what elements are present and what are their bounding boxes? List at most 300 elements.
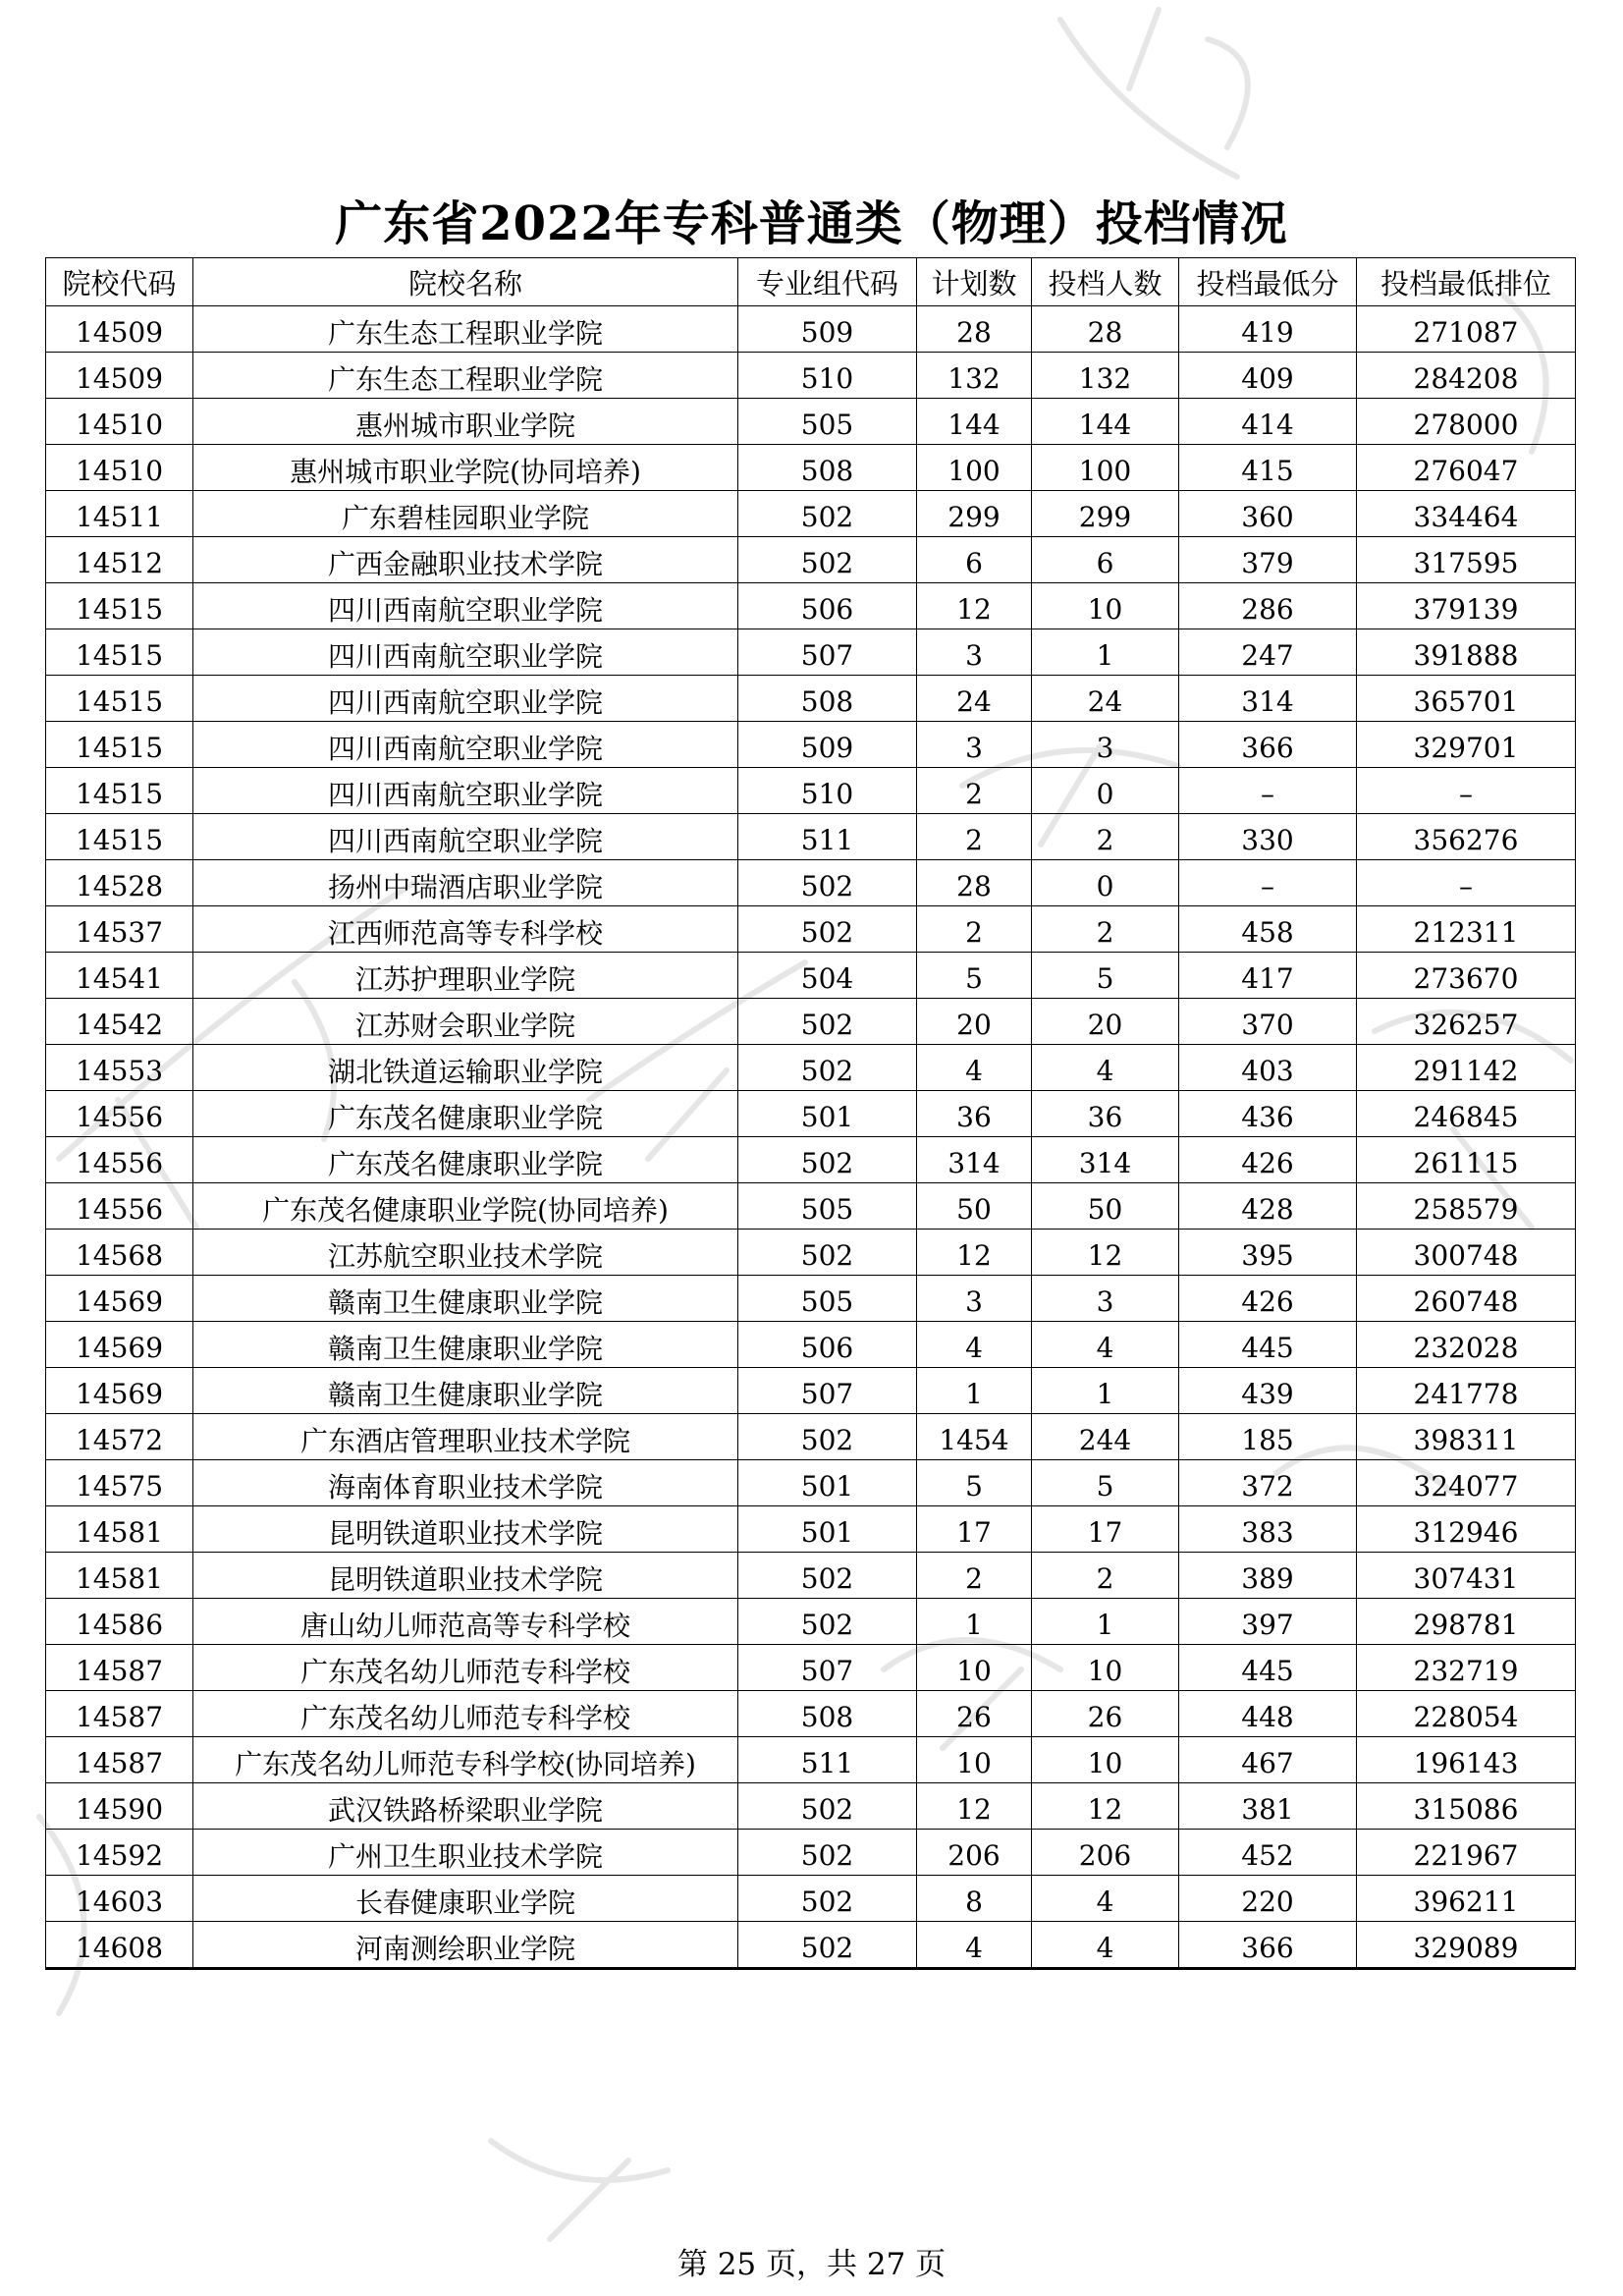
min-score-cell: 247 <box>1179 629 1357 676</box>
school-code-cell: 14509 <box>46 306 193 353</box>
table-row <box>46 860 1576 906</box>
school-code-cell: 14509 <box>46 353 193 399</box>
min-rank-cell: 232719 <box>1357 1645 1576 1691</box>
min-score-cell: – <box>1179 768 1357 814</box>
admitted-count-cell: 12 <box>1032 1230 1179 1276</box>
table-row <box>46 1091 1576 1137</box>
table-row <box>46 1599 1576 1645</box>
school-name-cell: 四川西南航空职业学院 <box>193 583 738 629</box>
table-row <box>46 1645 1576 1691</box>
admitted-count-cell: 2 <box>1032 906 1179 953</box>
school-name-cell: 武汉铁路桥梁职业学院 <box>193 1783 738 1830</box>
school-code-cell: 14575 <box>46 1460 193 1506</box>
school-code-cell: 14515 <box>46 676 193 722</box>
min-score-cell: 314 <box>1179 676 1357 722</box>
admitted-count-cell: 5 <box>1032 1460 1179 1506</box>
admitted-count-cell: 28 <box>1032 306 1179 353</box>
min-score-cell: 417 <box>1179 953 1357 999</box>
school-code-cell: 14587 <box>46 1691 193 1737</box>
group-code-cell: 502 <box>738 1922 917 1969</box>
table-row <box>46 906 1576 953</box>
school-code-cell: 14511 <box>46 491 193 537</box>
min-score-cell: 426 <box>1179 1137 1357 1183</box>
group-code-cell: 505 <box>738 1183 917 1230</box>
min-rank-cell: 232028 <box>1357 1322 1576 1368</box>
table-row <box>46 353 1576 399</box>
plan-count-cell: 5 <box>917 953 1032 999</box>
admitted-count-cell: 5 <box>1032 953 1179 999</box>
min-rank-cell: 196143 <box>1357 1737 1576 1783</box>
school-code-cell: 14581 <box>46 1506 193 1553</box>
school-name-cell: 长春健康职业学院 <box>193 1876 738 1922</box>
min-score-cell: 185 <box>1179 1414 1357 1460</box>
group-code-cell: 511 <box>738 1737 917 1783</box>
plan-count-cell: 24 <box>917 676 1032 722</box>
plan-count-cell: 2 <box>917 1553 1032 1599</box>
plan-count-cell: 2 <box>917 768 1032 814</box>
plan-count-cell: 314 <box>917 1137 1032 1183</box>
min-score-cell: 428 <box>1179 1183 1357 1230</box>
admitted-count-cell: 3 <box>1032 722 1179 768</box>
admitted-count-cell: 2 <box>1032 814 1179 860</box>
school-name-cell: 赣南卫生健康职业学院 <box>193 1276 738 1322</box>
group-code-cell: 502 <box>738 1230 917 1276</box>
school-code-cell: 14515 <box>46 722 193 768</box>
min-score-cell: 452 <box>1179 1830 1357 1876</box>
min-rank-cell: 324077 <box>1357 1460 1576 1506</box>
school-name-cell: 四川西南航空职业学院 <box>193 722 738 768</box>
min-rank-cell: 260748 <box>1357 1276 1576 1322</box>
min-rank-cell: 365701 <box>1357 676 1576 722</box>
school-name-cell: 四川西南航空职业学院 <box>193 676 738 722</box>
min-score-cell: 419 <box>1179 306 1357 353</box>
admitted-count-cell: 4 <box>1032 1876 1179 1922</box>
school-name-cell: 赣南卫生健康职业学院 <box>193 1322 738 1368</box>
school-code-cell: 14528 <box>46 860 193 906</box>
group-code-cell: 506 <box>738 583 917 629</box>
school-code-cell: 14603 <box>46 1876 193 1922</box>
table-row <box>46 306 1576 353</box>
min-score-cell: 448 <box>1179 1691 1357 1737</box>
school-code-cell: 14515 <box>46 583 193 629</box>
school-code-cell: 14541 <box>46 953 193 999</box>
plan-count-cell: 12 <box>917 1783 1032 1830</box>
min-rank-cell: 391888 <box>1357 629 1576 676</box>
min-rank-cell: 300748 <box>1357 1230 1576 1276</box>
min-rank-cell: 212311 <box>1357 906 1576 953</box>
group-code-cell: 509 <box>738 722 917 768</box>
plan-count-cell: 12 <box>917 1230 1032 1276</box>
school-name-cell: 广东生态工程职业学院 <box>193 353 738 399</box>
min-rank-cell: 329701 <box>1357 722 1576 768</box>
admitted-count-cell: 6 <box>1032 537 1179 583</box>
min-rank-cell: 356276 <box>1357 814 1576 860</box>
table-row <box>46 1137 1576 1183</box>
school-code-cell: 14586 <box>46 1599 193 1645</box>
table-row <box>46 999 1576 1045</box>
admitted-count-cell: 1 <box>1032 1599 1179 1645</box>
group-code-cell: 502 <box>738 1783 917 1830</box>
school-code-cell: 14515 <box>46 768 193 814</box>
min-score-cell: 397 <box>1179 1599 1357 1645</box>
min-rank-cell: 379139 <box>1357 583 1576 629</box>
school-code-cell: 14510 <box>46 399 193 445</box>
school-name-cell: 河南测绘职业学院 <box>193 1922 738 1969</box>
school-code-cell: 14556 <box>46 1137 193 1183</box>
table-row <box>46 1183 1576 1230</box>
admitted-count-cell: 244 <box>1032 1414 1179 1460</box>
school-code-cell: 14512 <box>46 537 193 583</box>
group-code-cell: 506 <box>738 1322 917 1368</box>
header-plan-count: 计划数 <box>917 258 1032 306</box>
admitted-count-cell: 144 <box>1032 399 1179 445</box>
group-code-cell: 510 <box>738 768 917 814</box>
school-code-cell: 14515 <box>46 629 193 676</box>
admitted-count-cell: 36 <box>1032 1091 1179 1137</box>
min-score-cell: 389 <box>1179 1553 1357 1599</box>
min-score-cell: 220 <box>1179 1876 1357 1922</box>
school-name-cell: 广州卫生职业技术学院 <box>193 1830 738 1876</box>
school-name-cell: 惠州城市职业学院(协同培养) <box>193 445 738 491</box>
school-name-cell: 惠州城市职业学院 <box>193 399 738 445</box>
school-name-cell: 广东茂名健康职业学院 <box>193 1137 738 1183</box>
table-row <box>46 676 1576 722</box>
group-code-cell: 508 <box>738 676 917 722</box>
table-row <box>46 537 1576 583</box>
school-code-cell: 14553 <box>46 1045 193 1091</box>
group-code-cell: 502 <box>738 999 917 1045</box>
table-row <box>46 1830 1576 1876</box>
plan-count-cell: 206 <box>917 1830 1032 1876</box>
table-body <box>46 306 1576 1969</box>
group-code-cell: 508 <box>738 1691 917 1737</box>
min-rank-cell: 329089 <box>1357 1922 1576 1969</box>
group-code-cell: 502 <box>738 1045 917 1091</box>
school-code-cell: 14572 <box>46 1414 193 1460</box>
min-score-cell: 409 <box>1179 353 1357 399</box>
group-code-cell: 502 <box>738 1414 917 1460</box>
table-row <box>46 399 1576 445</box>
plan-count-cell: 3 <box>917 629 1032 676</box>
plan-count-cell: 26 <box>917 1691 1032 1737</box>
school-code-cell: 14537 <box>46 906 193 953</box>
plan-count-cell: 2 <box>917 906 1032 953</box>
min-score-cell: 445 <box>1179 1645 1357 1691</box>
plan-count-cell: 1 <box>917 1599 1032 1645</box>
header-admitted-count: 投档人数 <box>1032 258 1179 306</box>
group-code-cell: 502 <box>738 906 917 953</box>
school-name-cell: 广东生态工程职业学院 <box>193 306 738 353</box>
min-rank-cell: 315086 <box>1357 1783 1576 1830</box>
group-code-cell: 507 <box>738 1645 917 1691</box>
school-code-cell: 14510 <box>46 445 193 491</box>
plan-count-cell: 144 <box>917 399 1032 445</box>
min-rank-cell: 398311 <box>1357 1414 1576 1460</box>
admitted-count-cell: 4 <box>1032 1922 1179 1969</box>
page-title: 广东省2022年专科普通类（物理）投档情况 <box>335 196 1288 251</box>
plan-count-cell: 1454 <box>917 1414 1032 1460</box>
admitted-count-cell: 10 <box>1032 1645 1179 1691</box>
plan-count-cell: 299 <box>917 491 1032 537</box>
min-rank-cell: 271087 <box>1357 306 1576 353</box>
min-score-cell: 370 <box>1179 999 1357 1045</box>
school-name-cell: 四川西南航空职业学院 <box>193 629 738 676</box>
min-score-cell: 330 <box>1179 814 1357 860</box>
header-min-score: 投档最低分 <box>1179 258 1357 306</box>
min-rank-cell: 276047 <box>1357 445 1576 491</box>
school-name-cell: 广东碧桂园职业学院 <box>193 491 738 537</box>
school-name-cell: 赣南卫生健康职业学院 <box>193 1368 738 1414</box>
admitted-count-cell: 3 <box>1032 1276 1179 1322</box>
min-score-cell: 458 <box>1179 906 1357 953</box>
plan-count-cell: 3 <box>917 1276 1032 1322</box>
min-rank-cell: 291142 <box>1357 1045 1576 1091</box>
school-code-cell: 14569 <box>46 1322 193 1368</box>
admitted-count-cell: 314 <box>1032 1137 1179 1183</box>
school-name-cell: 广东酒店管理职业技术学院 <box>193 1414 738 1460</box>
group-code-cell: 502 <box>738 491 917 537</box>
school-name-cell: 昆明铁道职业技术学院 <box>193 1553 738 1599</box>
header-group-code: 专业组代码 <box>738 258 917 306</box>
table-row <box>46 1460 1576 1506</box>
table-row <box>46 1506 1576 1553</box>
admitted-count-cell: 132 <box>1032 353 1179 399</box>
school-name-cell: 江西师范高等专科学校 <box>193 906 738 953</box>
table-row <box>46 1691 1576 1737</box>
min-rank-cell: 261115 <box>1357 1137 1576 1183</box>
min-rank-cell: 228054 <box>1357 1691 1576 1737</box>
school-code-cell: 14569 <box>46 1276 193 1322</box>
plan-count-cell: 20 <box>917 999 1032 1045</box>
school-name-cell: 扬州中瑞酒店职业学院 <box>193 860 738 906</box>
min-score-cell: 415 <box>1179 445 1357 491</box>
plan-count-cell: 1 <box>917 1368 1032 1414</box>
table-row <box>46 1368 1576 1414</box>
min-score-cell: 426 <box>1179 1276 1357 1322</box>
school-code-cell: 14581 <box>46 1553 193 1599</box>
group-code-cell: 507 <box>738 629 917 676</box>
min-rank-cell: 317595 <box>1357 537 1576 583</box>
table-row <box>46 1045 1576 1091</box>
plan-count-cell: 4 <box>917 1045 1032 1091</box>
plan-count-cell: 6 <box>917 537 1032 583</box>
school-name-cell: 广东茂名幼儿师范专科学校 <box>193 1691 738 1737</box>
table-row <box>46 1737 1576 1783</box>
admitted-count-cell: 100 <box>1032 445 1179 491</box>
plan-count-cell: 28 <box>917 306 1032 353</box>
min-score-cell: 439 <box>1179 1368 1357 1414</box>
plan-count-cell: 4 <box>917 1322 1032 1368</box>
plan-count-cell: 8 <box>917 1876 1032 1922</box>
school-code-cell: 14556 <box>46 1183 193 1230</box>
group-code-cell: 501 <box>738 1460 917 1506</box>
school-code-cell: 14592 <box>46 1830 193 1876</box>
min-score-cell: – <box>1179 860 1357 906</box>
school-name-cell: 四川西南航空职业学院 <box>193 814 738 860</box>
admitted-count-cell: 4 <box>1032 1322 1179 1368</box>
admitted-count-cell: 0 <box>1032 860 1179 906</box>
min-rank-cell: 312946 <box>1357 1506 1576 1553</box>
group-code-cell: 501 <box>738 1506 917 1553</box>
group-code-cell: 502 <box>738 1553 917 1599</box>
min-rank-cell: 326257 <box>1357 999 1576 1045</box>
table-row <box>46 953 1576 999</box>
plan-count-cell: 4 <box>917 1922 1032 1969</box>
group-code-cell: 502 <box>738 1137 917 1183</box>
school-code-cell: 14515 <box>46 814 193 860</box>
admitted-count-cell: 20 <box>1032 999 1179 1045</box>
admitted-count-cell: 0 <box>1032 768 1179 814</box>
min-rank-cell: 278000 <box>1357 399 1576 445</box>
plan-count-cell: 3 <box>917 722 1032 768</box>
table-row <box>46 491 1576 537</box>
admitted-count-cell: 1 <box>1032 1368 1179 1414</box>
plan-count-cell: 132 <box>917 353 1032 399</box>
table-row <box>46 768 1576 814</box>
table-row <box>46 1276 1576 1322</box>
school-name-cell: 江苏护理职业学院 <box>193 953 738 999</box>
group-code-cell: 505 <box>738 399 917 445</box>
table-row <box>46 1230 1576 1276</box>
header-school-code: 院校代码 <box>46 258 193 306</box>
school-code-cell: 14608 <box>46 1922 193 1969</box>
admitted-count-cell: 10 <box>1032 1737 1179 1783</box>
admitted-count-cell: 4 <box>1032 1045 1179 1091</box>
min-score-cell: 286 <box>1179 583 1357 629</box>
group-code-cell: 502 <box>738 537 917 583</box>
group-code-cell: 504 <box>738 953 917 999</box>
school-code-cell: 14569 <box>46 1368 193 1414</box>
school-name-cell: 广东茂名幼儿师范专科学校(协同培养) <box>193 1737 738 1783</box>
min-score-cell: 383 <box>1179 1506 1357 1553</box>
school-name-cell: 湖北铁道运输职业学院 <box>193 1045 738 1091</box>
school-name-cell: 昆明铁道职业技术学院 <box>193 1506 738 1553</box>
school-code-cell: 14587 <box>46 1645 193 1691</box>
school-name-cell: 唐山幼儿师范高等专科学校 <box>193 1599 738 1645</box>
table-row <box>46 629 1576 676</box>
min-rank-cell: – <box>1357 768 1576 814</box>
school-name-cell: 海南体育职业技术学院 <box>193 1460 738 1506</box>
plan-count-cell: 17 <box>917 1506 1032 1553</box>
table-row <box>46 1876 1576 1922</box>
group-code-cell: 510 <box>738 353 917 399</box>
header-school-name: 院校名称 <box>193 258 738 306</box>
admitted-count-cell: 24 <box>1032 676 1179 722</box>
admitted-count-cell: 12 <box>1032 1783 1179 1830</box>
table-row <box>46 814 1576 860</box>
table-row <box>46 1922 1576 1969</box>
plan-count-cell: 2 <box>917 814 1032 860</box>
min-score-cell: 372 <box>1179 1460 1357 1506</box>
table-row <box>46 1783 1576 1830</box>
min-score-cell: 445 <box>1179 1322 1357 1368</box>
table-row <box>46 1322 1576 1368</box>
min-score-cell: 395 <box>1179 1230 1357 1276</box>
admitted-count-cell: 299 <box>1032 491 1179 537</box>
group-code-cell: 508 <box>738 445 917 491</box>
school-name-cell: 四川西南航空职业学院 <box>193 768 738 814</box>
min-rank-cell: 221967 <box>1357 1830 1576 1876</box>
group-code-cell: 511 <box>738 814 917 860</box>
min-rank-cell: – <box>1357 860 1576 906</box>
school-name-cell: 广东茂名幼儿师范专科学校 <box>193 1645 738 1691</box>
admitted-count-cell: 50 <box>1032 1183 1179 1230</box>
admission-table <box>45 257 1576 1970</box>
min-rank-cell: 258579 <box>1357 1183 1576 1230</box>
group-code-cell: 502 <box>738 860 917 906</box>
min-score-cell: 360 <box>1179 491 1357 537</box>
admitted-count-cell: 2 <box>1032 1553 1179 1599</box>
min-rank-cell: 307431 <box>1357 1553 1576 1599</box>
min-score-cell: 379 <box>1179 537 1357 583</box>
school-name-cell: 江苏航空职业技术学院 <box>193 1230 738 1276</box>
min-score-cell: 467 <box>1179 1737 1357 1783</box>
plan-count-cell: 10 <box>917 1645 1032 1691</box>
header-min-rank: 投档最低排位 <box>1357 258 1576 306</box>
admitted-count-cell: 26 <box>1032 1691 1179 1737</box>
admitted-count-cell: 1 <box>1032 629 1179 676</box>
admitted-count-cell: 206 <box>1032 1830 1179 1876</box>
plan-count-cell: 36 <box>917 1091 1032 1137</box>
group-code-cell: 502 <box>738 1830 917 1876</box>
table-row <box>46 722 1576 768</box>
table-row <box>46 445 1576 491</box>
min-score-cell: 403 <box>1179 1045 1357 1091</box>
table-row <box>46 1414 1576 1460</box>
school-code-cell: 14587 <box>46 1737 193 1783</box>
min-rank-cell: 246845 <box>1357 1091 1576 1137</box>
plan-count-cell: 50 <box>917 1183 1032 1230</box>
group-code-cell: 509 <box>738 306 917 353</box>
plan-count-cell: 28 <box>917 860 1032 906</box>
school-name-cell: 广西金融职业技术学院 <box>193 537 738 583</box>
group-code-cell: 507 <box>738 1368 917 1414</box>
group-code-cell: 501 <box>738 1091 917 1137</box>
min-score-cell: 414 <box>1179 399 1357 445</box>
min-score-cell: 436 <box>1179 1091 1357 1137</box>
page-footer: 第 25 页，共 27 页 <box>676 2247 947 2282</box>
min-rank-cell: 241778 <box>1357 1368 1576 1414</box>
plan-count-cell: 12 <box>917 583 1032 629</box>
admitted-count-cell: 17 <box>1032 1506 1179 1553</box>
min-rank-cell: 298781 <box>1357 1599 1576 1645</box>
school-name-cell: 广东茂名健康职业学院(协同培养) <box>193 1183 738 1230</box>
school-name-cell: 江苏财会职业学院 <box>193 999 738 1045</box>
min-score-cell: 366 <box>1179 722 1357 768</box>
table-row <box>46 583 1576 629</box>
min-rank-cell: 284208 <box>1357 353 1576 399</box>
min-rank-cell: 396211 <box>1357 1876 1576 1922</box>
school-code-cell: 14590 <box>46 1783 193 1830</box>
school-code-cell: 14568 <box>46 1230 193 1276</box>
min-rank-cell: 334464 <box>1357 491 1576 537</box>
plan-count-cell: 10 <box>917 1737 1032 1783</box>
min-score-cell: 381 <box>1179 1783 1357 1830</box>
min-rank-cell: 273670 <box>1357 953 1576 999</box>
school-code-cell: 14542 <box>46 999 193 1045</box>
group-code-cell: 505 <box>738 1276 917 1322</box>
table-header-row <box>46 258 1576 306</box>
plan-count-cell: 100 <box>917 445 1032 491</box>
plan-count-cell: 5 <box>917 1460 1032 1506</box>
group-code-cell: 502 <box>738 1876 917 1922</box>
admitted-count-cell: 10 <box>1032 583 1179 629</box>
table-row <box>46 1553 1576 1599</box>
min-score-cell: 366 <box>1179 1922 1357 1969</box>
school-code-cell: 14556 <box>46 1091 193 1137</box>
school-name-cell: 广东茂名健康职业学院 <box>193 1091 738 1137</box>
group-code-cell: 502 <box>738 1599 917 1645</box>
